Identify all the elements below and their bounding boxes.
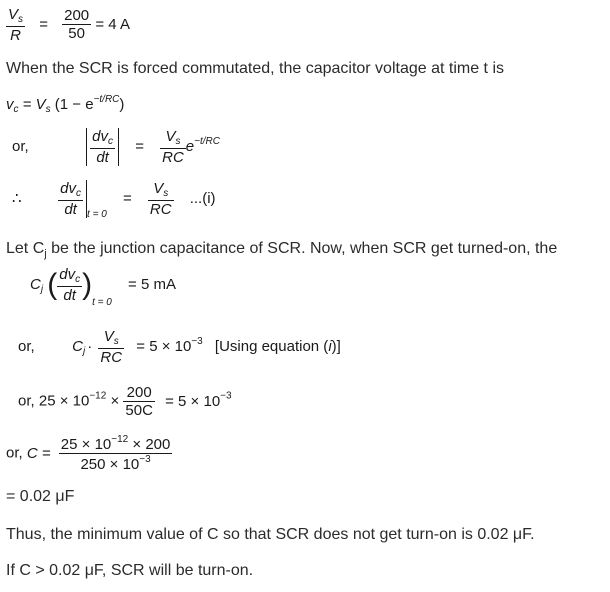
subscript-c: c (108, 136, 114, 147)
paragraph-junction-capacitance (6, 240, 557, 260)
exponent: −t/RC (194, 135, 220, 147)
absolute-value (86, 128, 119, 166)
equation-derivative-at-zero (12, 180, 216, 220)
dv: dv (59, 266, 76, 283)
numerator: 200 (123, 384, 155, 402)
equation-using-i (18, 328, 341, 366)
symbol-c-equals: C = (26, 444, 51, 462)
note-text: )] (331, 337, 341, 355)
result: = 4 A (95, 15, 130, 33)
equation-junction-current (30, 266, 176, 308)
equation-derivative (12, 128, 220, 166)
therefore-symbol: ∴ (12, 189, 22, 207)
fraction-vs-over-r (6, 6, 25, 44)
subscript-j: j (44, 248, 47, 260)
subscript-s: s (113, 336, 119, 347)
subscript-j: j (83, 345, 86, 357)
numerator-part: 25 × 10 (60, 436, 112, 453)
fraction-c-value (59, 434, 173, 474)
lhs: 25 × 10 (38, 392, 90, 410)
equals-sign: = (135, 137, 144, 155)
dt: dt (64, 200, 77, 218)
prefix-or: or, (6, 444, 23, 462)
dt: dt (63, 286, 76, 304)
symbol-c: C (72, 337, 84, 355)
prefix-or: or, (12, 137, 29, 155)
eval-point: t = 0 (92, 296, 112, 308)
subscript-c: c (76, 188, 82, 199)
denominator: 50 (68, 25, 85, 43)
equation-capacitor-voltage (6, 94, 124, 115)
equals-sign: = (122, 189, 132, 207)
subscript-s: s (18, 14, 24, 25)
fraction-dvc-dt (57, 266, 82, 304)
bracket-expression: (1 − e (54, 96, 94, 113)
equation-substitution (18, 384, 232, 420)
result-line: = 0.02 μF (6, 488, 75, 505)
exponent: −3 (139, 454, 151, 466)
equation-tag: ...(i) (189, 189, 216, 207)
prefix-or: or, (18, 392, 35, 410)
times-sign: × (110, 392, 120, 410)
symbol-v: v (6, 96, 14, 113)
result: = 5 × 10 (136, 337, 192, 355)
symbol-v: V (8, 6, 19, 23)
conclusion-turn-on: If C > 0.02 μF, SCR will be turn-on. (6, 562, 254, 579)
equation-current (6, 6, 130, 44)
denominator-part: 250 × 10 (80, 456, 140, 474)
text-part: Let C (6, 240, 45, 257)
paren-close: ) (82, 267, 93, 301)
subscript-c: c (75, 274, 81, 285)
fraction-200-over-50 (62, 7, 91, 43)
exponent: −12 (89, 390, 107, 402)
exponent: −3 (191, 335, 203, 347)
rc: RC (162, 148, 184, 166)
fraction-vs-over-rc (148, 180, 174, 218)
exponent: −12 (111, 434, 129, 445)
symbol-r: R (10, 26, 21, 44)
dv: dv (92, 128, 109, 145)
equals-vs: = V (18, 96, 46, 113)
evaluation-bar (58, 180, 87, 218)
fraction-vs-over-rc (160, 128, 186, 166)
dv: dv (60, 180, 77, 197)
fraction-dvc-dt (58, 180, 83, 218)
note-ref: i (328, 337, 332, 355)
numerator-part: × 200 (128, 436, 171, 453)
rc: RC (100, 348, 123, 366)
symbol-v: V (153, 180, 164, 197)
subscript-s: s (45, 104, 51, 115)
result: = 5 × 10 (165, 392, 221, 410)
subscript-c: c (13, 104, 19, 115)
symbol-v: V (165, 128, 176, 145)
numerator: 200 (64, 7, 90, 25)
result: = 5 mA (128, 275, 176, 293)
close-paren: ) (119, 96, 125, 113)
rc: RC (149, 200, 172, 218)
symbol-v: V (103, 328, 114, 345)
eval-point: t = 0 (87, 208, 107, 220)
prefix-or: or, (18, 337, 35, 355)
equals-sign: = (39, 15, 48, 33)
paragraph-forced-commutation: When the SCR is forced commutated, the capacitor voltage at time t is (6, 60, 504, 77)
exponent: −3 (220, 390, 232, 402)
paren-open: ( (47, 267, 58, 301)
subscript-s: s (175, 136, 181, 147)
note-text: [Using equation ( (214, 337, 329, 355)
exp-base: e (185, 137, 195, 155)
fraction-vs-over-rc (98, 328, 124, 366)
dt: dt (96, 148, 109, 166)
denominator: 50C (125, 402, 153, 420)
conclusion-minimum-c: Thus, the minimum value of C so that SCR does not get turn-on is 0.02 μF. (6, 526, 535, 543)
exponent: −t/RC (93, 94, 120, 105)
fraction-dvc-dt (90, 128, 115, 166)
subscript-s: s (163, 188, 169, 199)
symbol-c: C (30, 275, 41, 293)
subscript-j: j (40, 283, 44, 295)
dot-operator: · (87, 337, 93, 355)
fraction-200-over-50c (123, 384, 155, 420)
equation-solve-c (6, 434, 172, 474)
text-part: be the junction capacitance of SCR. Now, when SCR get turned-on, the (46, 240, 558, 257)
